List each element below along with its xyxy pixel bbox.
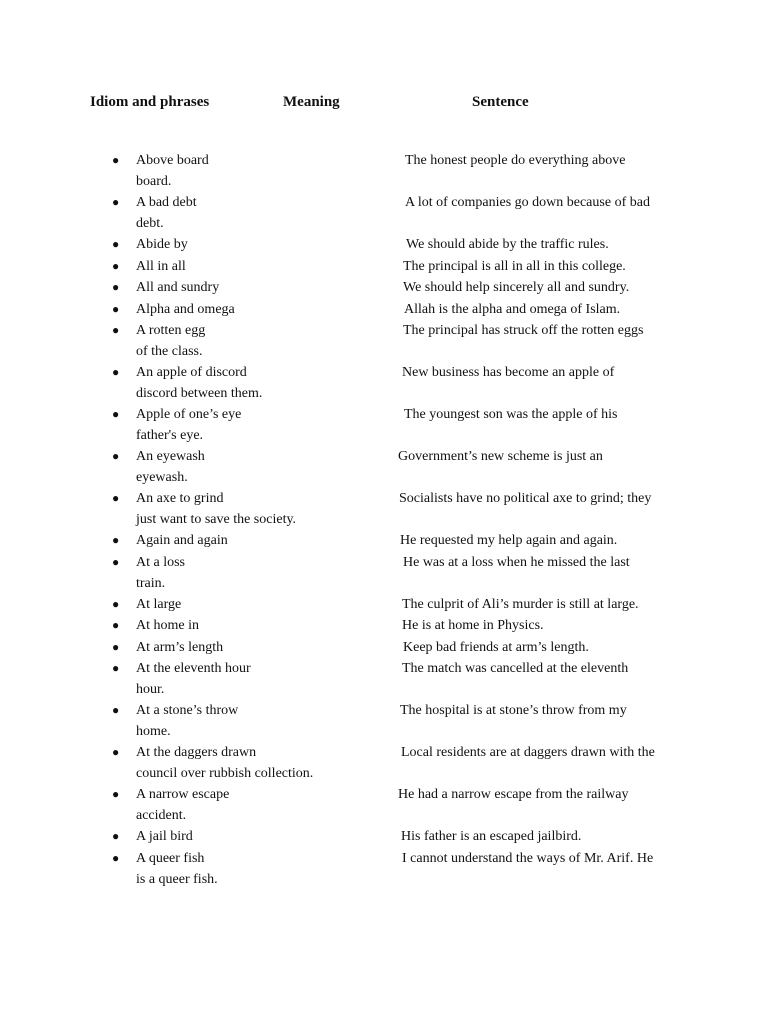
idiom-text: At a stone’s throw <box>136 703 239 718</box>
header-meaning: Meaning <box>283 94 340 110</box>
idiom-text: At large <box>136 596 182 612</box>
sentence-continuation: is a queer fish. <box>136 871 218 887</box>
list-item <box>0 256 768 278</box>
sentence-text: Government’s new scheme is just an <box>398 449 603 464</box>
sentence-continuation: accident. <box>136 808 187 823</box>
idiom-text: At home in <box>136 618 199 633</box>
idiom-text: At arm’s length <box>136 639 224 655</box>
bullet-icon: ● <box>112 596 120 611</box>
list-item <box>0 700 768 742</box>
bullet-icon: ● <box>112 533 120 547</box>
list-item <box>0 362 768 404</box>
sentence-continuation: council over rubbish collection. <box>136 766 314 781</box>
idiom-text: Alpha and omega <box>136 301 235 317</box>
bullet-icon: ● <box>112 661 120 675</box>
bullet-icon: ● <box>112 491 120 505</box>
idiom-text: At the eleventh hour <box>136 661 251 676</box>
bullet-icon: ● <box>112 153 120 167</box>
bullet-icon: ● <box>112 280 120 294</box>
bullet-icon: ● <box>112 449 120 463</box>
list-item <box>0 742 768 784</box>
idiom-text: An axe to grind <box>136 491 224 506</box>
sentence-text: The youngest son was the apple of his <box>404 407 618 422</box>
sentence-text: Allah is the alpha and omega of Islam. <box>404 301 621 317</box>
sentence-text: A lot of companies go down because of bad <box>405 195 650 210</box>
bullet-icon: ● <box>112 258 120 273</box>
idiom-text: All and sundry <box>136 280 220 295</box>
header-sentence: Sentence <box>472 94 529 110</box>
bullet-icon: ● <box>112 323 120 337</box>
bullet-icon: ● <box>112 787 120 801</box>
sentence-text: The honest people do everything above <box>405 153 626 168</box>
list-item <box>0 192 768 234</box>
idiom-text: An eyewash <box>136 449 205 464</box>
list-item <box>0 530 768 552</box>
list-item <box>0 552 768 594</box>
list-item <box>0 615 768 637</box>
sentence-text: Local residents are at daggers drawn with the <box>401 745 655 760</box>
list-item <box>0 150 768 192</box>
idiom-text: All in all <box>136 258 186 274</box>
sentence-text: He was at a loss when he missed the last <box>403 554 630 570</box>
list-item <box>0 784 768 826</box>
list-item <box>0 594 768 616</box>
bullet-icon: ● <box>112 301 120 316</box>
sentence-text: He is at home in Physics. <box>402 618 544 633</box>
bullet-icon: ● <box>112 745 120 759</box>
sentence-text: The principal is all in all in this college. <box>403 258 626 274</box>
bullet-icon: ● <box>112 850 120 865</box>
list-item <box>0 404 768 446</box>
idiom-text: At a loss <box>136 554 185 570</box>
idiom-list <box>0 150 768 890</box>
sentence-text: The culprit of Ali’s murder is still at large. <box>402 596 639 612</box>
sentence-text: I cannot understand the ways of Mr. Arif. He <box>402 850 654 866</box>
sentence-continuation: train. <box>136 575 166 591</box>
sentence-continuation: debt. <box>136 216 164 231</box>
sentence-text: His father is an escaped jailbird. <box>401 829 582 844</box>
list-item <box>0 658 768 700</box>
bullet-icon: ● <box>112 237 120 251</box>
idiom-text: A narrow escape <box>136 787 230 802</box>
idiom-text: Apple of one’s eye <box>136 407 242 422</box>
sentence-continuation: eyewash. <box>136 470 188 485</box>
sentence-text: He requested my help again and again. <box>400 533 618 548</box>
sentence-text: Socialists have no political axe to grind; they <box>399 491 652 506</box>
sentence-continuation: just want to save the society. <box>136 512 297 527</box>
header-idiom: Idiom and phrases <box>90 94 210 110</box>
list-item <box>0 277 768 299</box>
bullet-icon: ● <box>112 618 120 632</box>
list-item <box>0 234 768 256</box>
idiom-text: An apple of discord <box>136 365 247 380</box>
sentence-text: The hospital is at stone’s throw from my <box>400 703 627 718</box>
bullet-icon: ● <box>112 407 120 421</box>
list-item <box>0 320 768 362</box>
idiom-text: A rotten egg <box>136 323 206 338</box>
sentence-continuation: of the class. <box>136 344 203 359</box>
bullet-icon: ● <box>112 639 120 654</box>
idiom-text: Again and again <box>136 533 228 548</box>
sentence-text: He had a narrow escape from the railway <box>398 787 629 802</box>
bullet-icon: ● <box>112 554 120 569</box>
sentence-continuation: board. <box>136 174 172 189</box>
sentence-text: The principal has struck off the rotten eggs <box>403 323 644 338</box>
bullet-icon: ● <box>112 365 120 379</box>
sentence-text: Keep bad friends at arm’s length. <box>403 639 589 655</box>
idiom-text: Above board <box>136 153 209 168</box>
list-item <box>0 637 768 659</box>
idiom-text: At the daggers drawn <box>136 745 257 760</box>
list-item <box>0 299 768 321</box>
idiom-text: Abide by <box>136 237 188 252</box>
sentence-text: We should abide by the traffic rules. <box>406 237 609 252</box>
bullet-icon: ● <box>112 703 120 717</box>
bullet-icon: ● <box>112 195 120 209</box>
idiom-text: A bad debt <box>136 195 197 210</box>
sentence-continuation: discord between them. <box>136 386 263 401</box>
list-item <box>0 826 768 848</box>
sentence-continuation: home. <box>136 724 171 739</box>
sentence-continuation: hour. <box>136 682 165 697</box>
idiom-text: A jail bird <box>136 829 193 844</box>
sentence-text: We should help sincerely all and sundry. <box>403 280 630 295</box>
list-item <box>0 446 768 488</box>
sentence-continuation: father's eye. <box>136 428 204 443</box>
list-item <box>0 488 768 530</box>
sentence-text: New business has become an apple of <box>402 365 615 380</box>
bullet-icon: ● <box>112 829 120 843</box>
idiom-text: A queer fish <box>136 850 205 866</box>
list-item <box>0 848 768 890</box>
sentence-text: The match was cancelled at the eleventh <box>402 661 629 676</box>
